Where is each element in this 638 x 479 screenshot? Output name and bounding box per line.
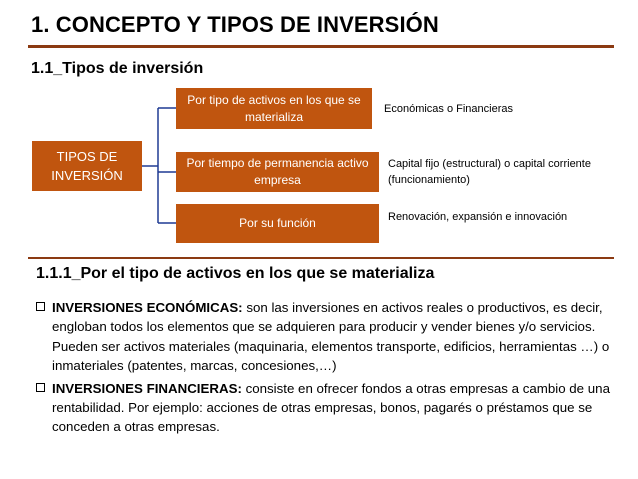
bullet-term: INVERSIONES FINANCIERAS: (52, 380, 242, 396)
section-divider (28, 257, 614, 259)
list-item (36, 379, 616, 437)
checkbox-bullet-icon (36, 302, 45, 311)
checkbox-bullet-icon (36, 383, 45, 392)
page-subtitle: 1.1_Tipos de inversión (31, 60, 204, 77)
diagram-branch-box-3: Por su función (176, 204, 379, 243)
bullet-text: son las inversiones en activos reales o productivos, es decir, engloban todos los elementos que se adquieren para producir y vender bienes y/o servicios. Pueden ser activos materiales (maquinaria, elementos transporte, edificios, herramientas …) o inmateriales (patentes, marcas, concesiones,…) (52, 300, 610, 374)
diagram-branch-box-2: Por tiempo de permanencia activo empresa (176, 152, 379, 192)
section-title: 1.1.1_Por el tipo de activos en los que se materializa (36, 265, 435, 282)
diagram-root-box: TIPOS DE INVERSIÓN (32, 141, 142, 191)
diagram-branch-box-1: Por tipo de activos en los que se materializa (176, 88, 372, 129)
bullet-text: consiste en ofrecer fondos a otras empresas a cambio de una rentabilidad. Por ejemplo: acciones de otras empresas, bonos, pagarés o préstamos que se conceden a otras empresas. (52, 380, 610, 435)
diagram-branch-description-1: Económicas o Financieras (384, 103, 514, 115)
bullet-list (36, 298, 616, 440)
list-item (36, 298, 616, 376)
bullet-term: INVERSIONES ECONÓMICAS: (52, 300, 243, 315)
page-title: 1. CONCEPTO Y TIPOS DE INVERSIÓN (31, 12, 439, 37)
diagram-branch-description-3: Renovación, expansión e innovación (388, 211, 568, 223)
diagram-branch-description-2: Capital fijo (estructural) o capital corriente (funcionamiento) (388, 158, 591, 186)
